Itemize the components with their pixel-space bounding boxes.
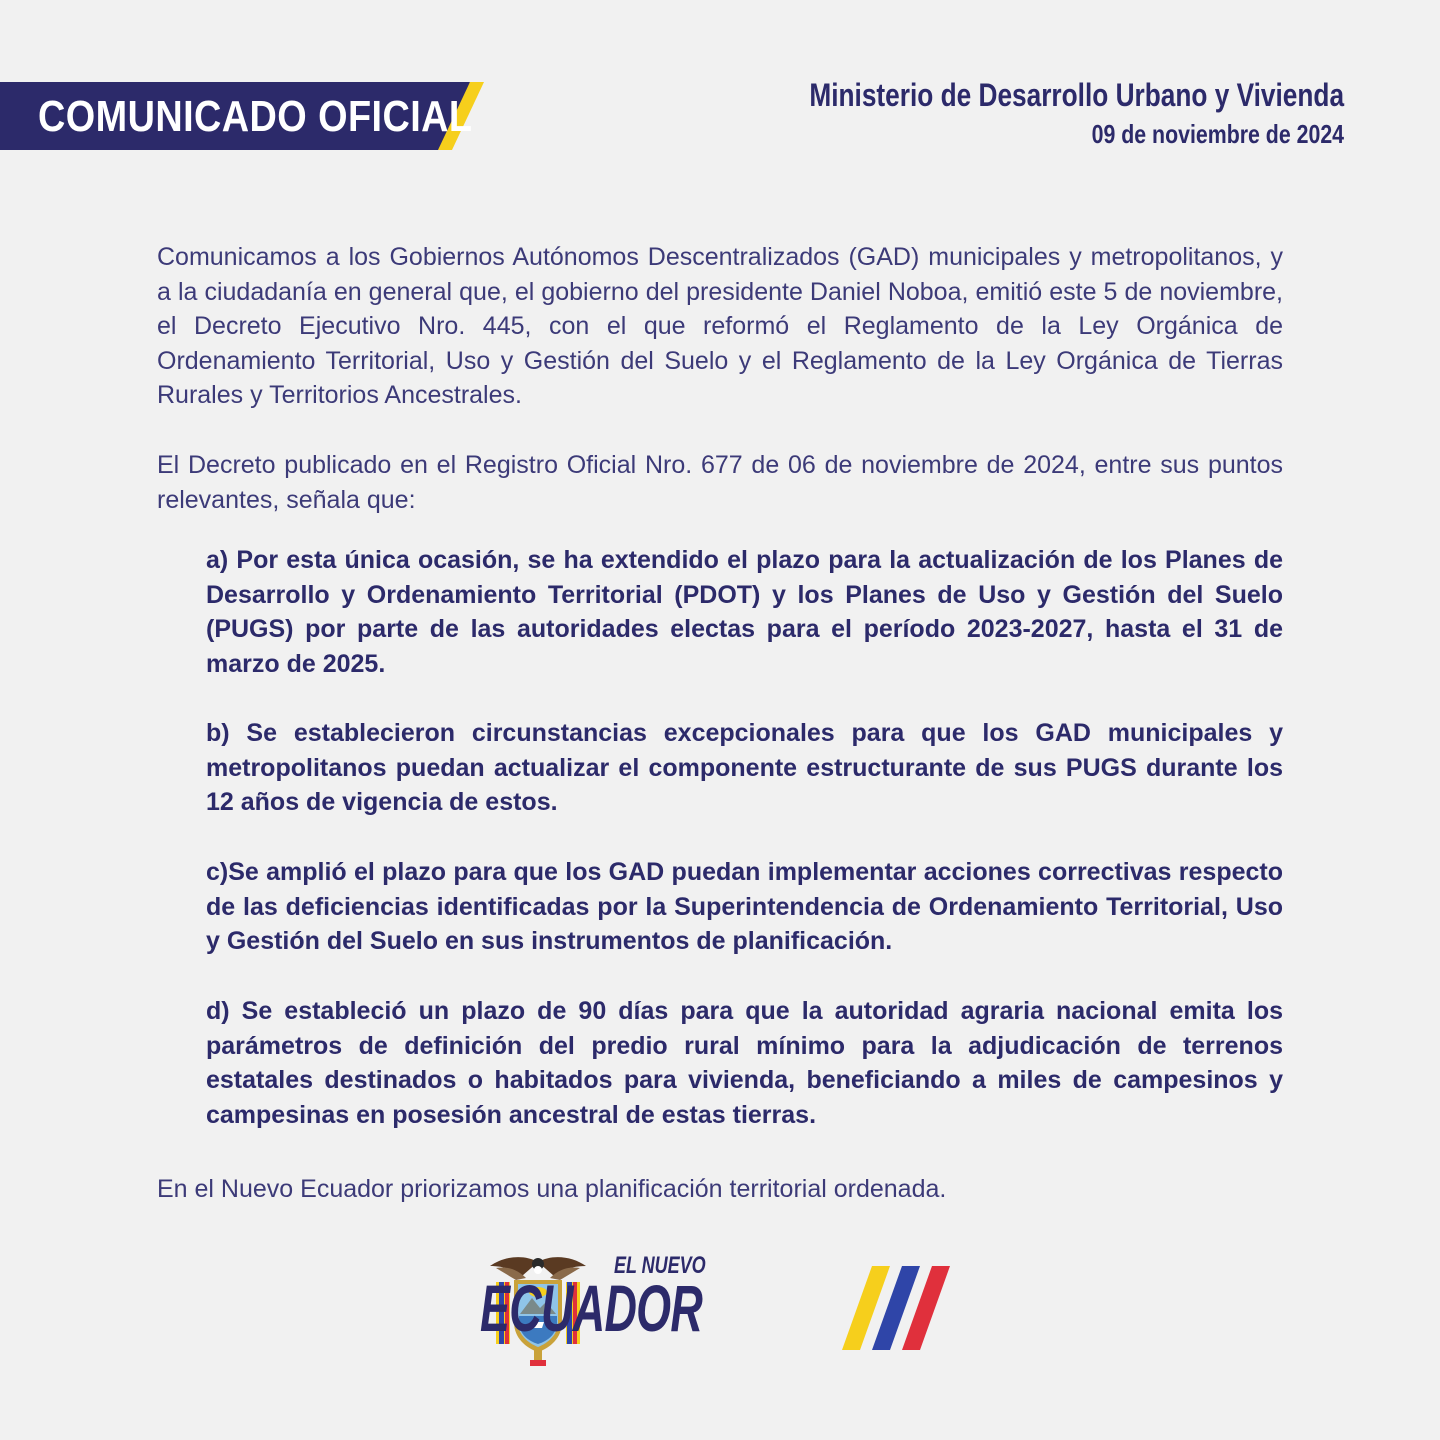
- point-c: c)Se amplió el plazo para que los GAD puedan implementar acciones correctivas respecto de las deficiencias identificadas por la Superintendencia de Ordenamiento Territorial, Uso y Gestión del Suelo en sus instrumentos de planificación.: [206, 858, 1283, 956]
- decree-paragraph-block: [157, 448, 1283, 517]
- point-a-block: [206, 543, 1283, 681]
- footer-logos: [480, 1248, 960, 1368]
- closing-paragraph-block: [157, 1172, 1283, 1207]
- ministry-name: Ministerio de Desarrollo Urbano y Vivienda: [809, 77, 1344, 113]
- brand-small-text: EL NUEVO: [614, 1252, 706, 1279]
- point-d-block: [206, 994, 1283, 1132]
- point-a: a) Por esta única ocasión, se ha extendido el plazo para la actualización de los Planes de Desarrollo y Ordenamiento Territorial (PDOT) y los Planes de Uso y Gestión del Suelo (PUGS) por parte de las autoridades electas para el período 2023-2027, hasta el 31 de marzo de 2025.: [206, 546, 1283, 678]
- banner-title: COMUNICADO OFICIAL: [38, 92, 473, 141]
- decree-paragraph: El Decreto publicado en el Registro Oficial Nro. 677 de 06 de noviembre de 2024, entre sus puntos relevantes, señala que:: [157, 451, 1283, 514]
- header-info: [692, 76, 1344, 152]
- intro-paragraph-block: [157, 240, 1283, 413]
- point-c-block: [206, 855, 1283, 959]
- publication-date: 09 de noviembre de 2024: [1091, 119, 1344, 149]
- point-b: b) Se establecieron circunstancias excepcionales para que los GAD municipales y metropolitanos puedan actualizar el componente estructurante de sus PUGS durante los 12 años de vigencia de estos.: [206, 719, 1283, 817]
- point-b-block: [206, 716, 1283, 820]
- brand-large-text: ECUADOR: [480, 1271, 703, 1345]
- flag-stripes-icon: [842, 1266, 954, 1352]
- closing-paragraph: En el Nuevo Ecuador priorizamos una planificación territorial ordenada.: [157, 1175, 947, 1203]
- header-banner: [0, 82, 484, 150]
- point-d: d) Se estableció un plazo de 90 días para que la autoridad agraria nacional emita los parámetros de definición del predio rural mínimo para la adjudicación de terrenos estatales destinados o habitados para vivienda, beneficiando a miles de campesinos y campesinas en posesión ancestral de estas tierras.: [206, 997, 1283, 1129]
- intro-paragraph: Comunicamos a los Gobiernos Autónomos Descentralizados (GAD) municipales y metropolitanos, y a la ciudadanía en general que, el gobierno del presidente Daniel Noboa, emitió este 5 de noviembre, el Decreto Ejecutivo Nro. 445, con el que reformó el Reglamento de la Ley Orgánica de Ordenamiento Territorial, Uso y Gestión del Suelo y el Reglamento de la Ley Orgánica de Tierras Rurales y Territorios Ancestrales.: [157, 243, 1283, 410]
